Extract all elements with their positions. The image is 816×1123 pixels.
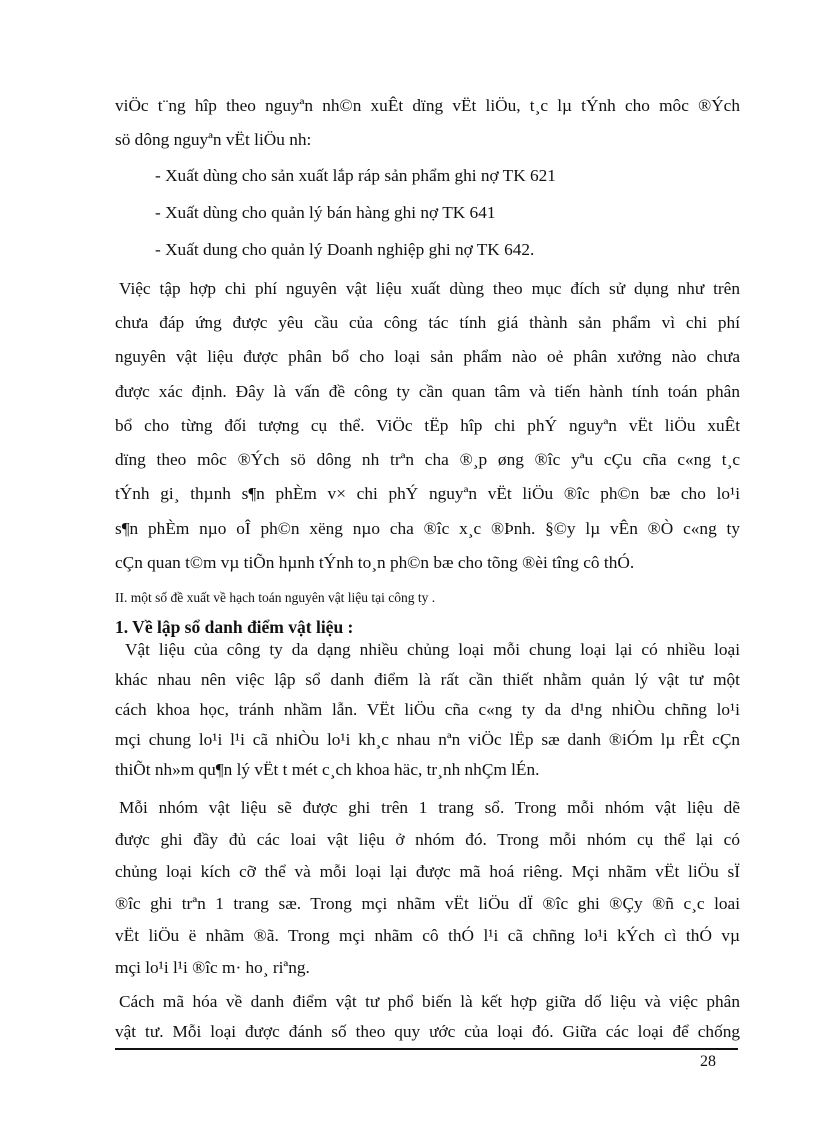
subsection-heading-1: 1. Về lập sổ danh điểm vật liệu : — [115, 617, 354, 637]
para4-line-1: Mỗi nhóm vật liệu sẽ được ghi trên 1 trang sổ. Trong mỗi nhóm vật liệu dẽ — [119, 798, 740, 817]
para4-line-6: mçi lo¹i l¹i ®îc m· ho¸ riªng. — [115, 958, 310, 977]
para2-line-2: chưa đáp ứng được yêu cầu của công tác tính giá thành sản phẩm vì chi phí — [115, 313, 740, 332]
text-line-1: viÖc t¨ng hîp theo nguyªn nh©n xuÊt dïng vËt liÖu, t¸c lµ tÝnh cho môc ®Ých — [115, 96, 740, 115]
para4-line-5: vËt liÖu ë nhãm ®ã. Trong mçi nhãm cô thÓ l¹i cã chñng lo¹i kÝch cì thÓ vµ — [115, 926, 740, 945]
page-number: 28 — [700, 1053, 716, 1070]
para2-line-9: cÇn quan t©m vµ tiÕn hµnh tÝnh to¸n ph©n bæ cho tõng ®èi tîng cô thÓ. — [115, 553, 635, 572]
text-line-2: sö dông nguyªn vËt liÖu nh: — [115, 130, 312, 149]
para2-line-4: được xác định. Đây là vấn đề công ty cần quan tâm và tiến hành tính toán phân — [115, 382, 740, 401]
para2-line-1: Việc tập hợp chi phí nguyên vật liệu xuất dùng theo mục đích sử dụng như trên — [119, 279, 740, 298]
para5-line-1: Cách mã hóa về danh điểm vật tư phổ biến là kết hợp giữa dố liệu và việc phân — [119, 992, 740, 1011]
para3-line-4: mçi chung lo¹i l¹i cã nhiÒu lo¹i kh¸c nhau nªn viÖc lËp sæ danh ®iÓm lµ rÊt cÇn — [115, 730, 740, 749]
para2-line-7: tÝnh gi¸ thµnh s¶n phÈm v× chi phÝ nguyªn vËt liÖu ®îc ph©n bæ cho lo¹i — [115, 484, 740, 503]
list-item-642: - Xuất dung cho quản lý Doanh nghiệp ghi nợ TK 642. — [155, 240, 535, 259]
para2-line-8: s¶n phÈm nµo oÎ ph©n xëng nµo cha ®îc x¸c ®Þnh. §©y lµ vÊn ®Ò c«ng ty — [115, 519, 740, 538]
para5-line-2: vật tư. Mỗi loại được đánh số theo quy ước của loại đó. Giữa các loại để chống — [115, 1022, 740, 1041]
para3-line-3: cách khoa học, tránh nhầm lẫn. VËt liÖu cña c«ng ty da d¹ng nhiÒu chñng lo¹i — [115, 700, 740, 719]
para4-line-4: ®îc ghi trªn 1 trang sæ. Trong mçi nhãm vËt liÖu dÏ ®îc ghi ®Çy ®ñ c¸c loai — [115, 894, 740, 913]
para2-line-3: nguyên vật liệu được phân bổ cho loại sản phẩm nào oẻ phân xưởng nào chưa — [115, 347, 740, 366]
para3-line-2: khác nhau nên việc lập sổ danh điểm là rất cần thiết nhằm quản lý vật tư một — [115, 670, 740, 689]
section-heading-ii: II. một số đề xuất về hạch toán nguyên vật liệu tại công ty . — [115, 590, 436, 605]
para2-line-6: dïng theo môc ®Ých sö dông nh trªn cha ®¸p øng ®îc yªu cÇu cña c«ng t¸c — [115, 450, 740, 469]
list-item-621: - Xuất dùng cho sản xuất lắp ráp sản phẩm ghi nợ TK 621 — [155, 166, 556, 185]
footer-rule — [115, 1048, 738, 1050]
para4-line-2: được ghi đầy đủ các loai vật liệu ở nhóm đó. Trong mỗi nhóm cụ thể lại có — [115, 830, 740, 849]
para4-line-3: chủng loại kích cỡ thể và mỗi loại lại được mã hoá riêng. Mçi nhãm vËt liÖu sÏ — [115, 862, 740, 881]
para2-line-5: bổ cho từng đối tượng cụ thể. ViÖc tËp hîp chi phÝ nguyªn vËt liÖu xuÊt — [115, 416, 740, 435]
para3-line-5: thiÕt nh»m qu¶n lý vËt t mét c¸ch khoa häc, tr¸nh nhÇm lÉn. — [115, 760, 540, 779]
list-item-641: - Xuất dùng cho quản lý bán hàng ghi nợ TK 641 — [155, 203, 496, 222]
para3-line-1: Vật liệu của công ty da dạng nhiều chủng loại mỗi chung loại lại có nhiều loại — [125, 640, 740, 659]
